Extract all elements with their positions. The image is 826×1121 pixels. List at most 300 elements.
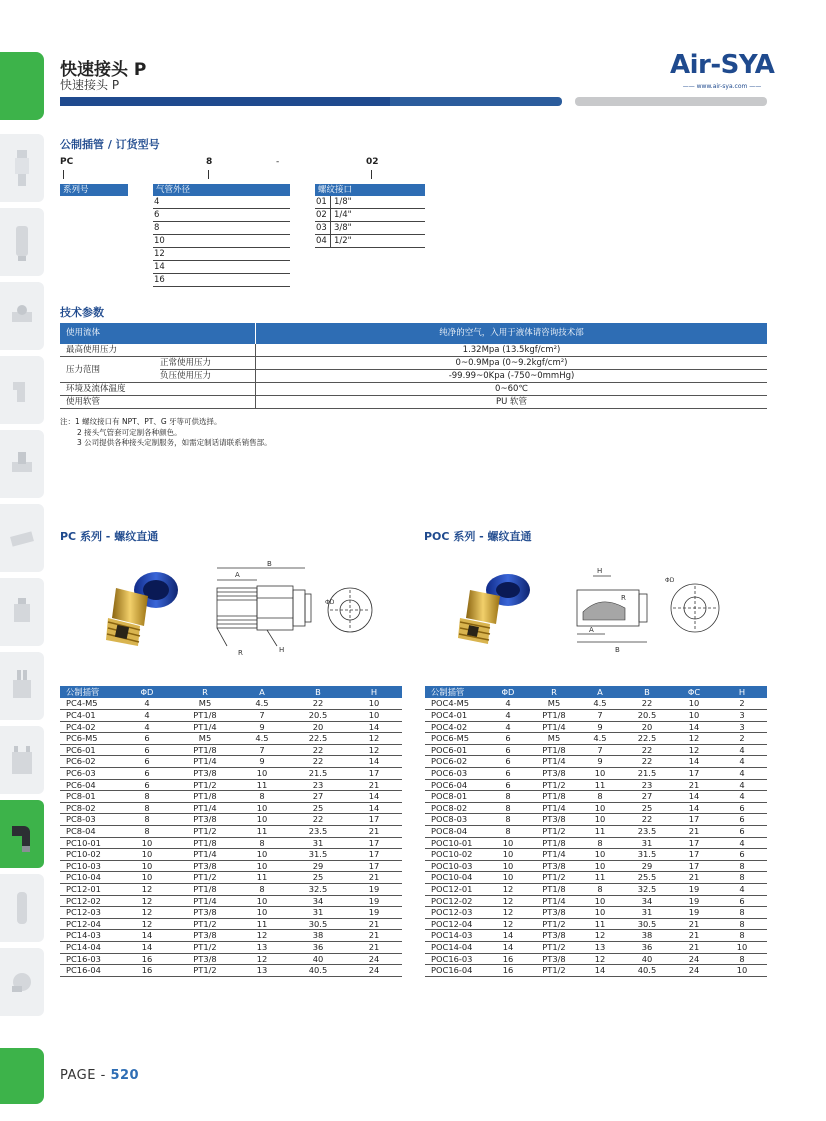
table-cell: 34 [290, 895, 346, 907]
table-cell: 27 [623, 791, 671, 803]
order-section-title: 公制插管 / 订货型号 [60, 138, 160, 151]
table-cell: 19 [671, 895, 717, 907]
table-cell: 32.5 [623, 884, 671, 896]
table-cell: PC10-03 [60, 860, 118, 872]
table-cell: 21 [346, 779, 402, 791]
table-cell: 10 [671, 710, 717, 722]
table-cell: 14 [346, 756, 402, 768]
pc-dimension-drawing [205, 560, 385, 660]
sidebar-thumb-8 [0, 652, 44, 720]
table-cell: 22.5 [623, 733, 671, 745]
bank-icon [9, 740, 35, 780]
table-cell: PC10-02 [60, 849, 118, 861]
table-cell: 38 [623, 930, 671, 942]
table-cell: 19 [671, 884, 717, 896]
table-cell: 8 [577, 884, 623, 896]
table-row [60, 953, 402, 965]
table-cell: 21.5 [290, 768, 346, 780]
sidebar-thumb-6 [0, 504, 44, 572]
chapter-tab-top [0, 52, 44, 120]
code-tick-series [63, 170, 64, 179]
note-3: 3 公司提供各种接头定制服务，如需定制话请联系销售部。 [77, 438, 272, 447]
poc-header-cell: 公制插管 [425, 686, 485, 698]
table-row [425, 710, 767, 722]
poc-label-a: A [589, 626, 594, 634]
table-cell: 9 [577, 756, 623, 768]
table-cell: 3 [717, 721, 767, 733]
table-cell: 14 [671, 756, 717, 768]
thread-code: 03 [315, 222, 331, 234]
table-cell: PT1/4 [531, 802, 577, 814]
table-row [60, 756, 402, 768]
table-cell: 8 [577, 791, 623, 803]
table-cell: POC6-04 [425, 779, 485, 791]
table-cell: 29 [623, 860, 671, 872]
table-cell: 10 [577, 814, 623, 826]
note-1: 注：1 螺纹接口有 NPT、PT、G 牙等可供选择。 [60, 417, 222, 426]
thread-item [315, 235, 425, 248]
table-cell: 6 [485, 744, 531, 756]
table-cell: 10 [717, 941, 767, 953]
table-cell: 14 [118, 941, 176, 953]
code-dash: - [276, 157, 280, 167]
table-cell: 22 [290, 698, 346, 710]
table-cell: PT3/8 [531, 953, 577, 965]
table-cell: PT1/4 [176, 756, 234, 768]
table-cell: 31 [290, 837, 346, 849]
table-cell: 13 [234, 941, 290, 953]
pc-header-cell: H [346, 686, 402, 698]
page-subtitle: 快速接头 P [60, 78, 120, 92]
table-cell: 12 [234, 953, 290, 965]
table-cell: 7 [234, 710, 290, 722]
table-cell: 31 [290, 907, 346, 919]
table-cell: 8 [118, 826, 176, 838]
quick-connector-icon [9, 814, 35, 854]
table-cell: 10 [577, 849, 623, 861]
table-cell: 12 [234, 930, 290, 942]
table-row [60, 884, 402, 896]
code-thread: 02 [366, 157, 379, 167]
table-cell: 10 [118, 872, 176, 884]
poc-table-header [425, 686, 767, 698]
table-cell: 10 [485, 837, 531, 849]
table-row [425, 826, 767, 838]
table-cell: 11 [234, 872, 290, 884]
table-cell: PC6-01 [60, 744, 118, 756]
table-row [60, 907, 402, 919]
spec-row-temp [60, 383, 767, 396]
table-cell: 6 [717, 814, 767, 826]
table-cell: 34 [623, 895, 671, 907]
spec-head-value: 纯净的空气，入用于液体请咨询技术部 [439, 328, 584, 338]
table-cell: PT1/4 [531, 895, 577, 907]
table-cell: POC12-02 [425, 895, 485, 907]
table-cell: PC6-04 [60, 779, 118, 791]
table-cell: 6 [118, 768, 176, 780]
table-cell: 6 [118, 779, 176, 791]
table-cell: PC12-01 [60, 884, 118, 896]
table-row [60, 895, 402, 907]
table-cell: 10 [346, 710, 402, 722]
header-bar-dark [60, 97, 390, 106]
table-row [425, 941, 767, 953]
table-cell: 11 [577, 872, 623, 884]
label-b: B [267, 560, 272, 568]
table-cell: PT1/8 [176, 710, 234, 722]
table-cell: 8 [234, 884, 290, 896]
table-cell: 12 [485, 895, 531, 907]
header-bar-grey [575, 97, 767, 106]
table-cell: PT1/8 [531, 744, 577, 756]
table-cell: PT1/2 [531, 965, 577, 977]
table-cell: 14 [485, 930, 531, 942]
table-cell: 8 [234, 837, 290, 849]
table-cell: PC8-02 [60, 802, 118, 814]
table-cell: 10 [485, 872, 531, 884]
table-row [60, 965, 402, 977]
table-cell: PT1/2 [531, 826, 577, 838]
table-cell: 14 [346, 721, 402, 733]
table-cell: 11 [234, 779, 290, 791]
thread-item [315, 196, 425, 209]
table-cell: 21 [346, 930, 402, 942]
label-a: A [235, 571, 240, 579]
thread-size: 1/8" [334, 197, 352, 207]
table-cell: 21 [671, 779, 717, 791]
table-cell: PT3/8 [176, 860, 234, 872]
table-cell: PC6-M5 [60, 733, 118, 745]
table-cell: 14 [346, 791, 402, 803]
table-cell: 13 [234, 965, 290, 977]
table-cell: PC6-02 [60, 756, 118, 768]
table-cell: POC10-04 [425, 872, 485, 884]
table-cell: 8 [577, 837, 623, 849]
spec-section-title: 技术参数 [60, 306, 104, 319]
table-cell: M5 [176, 698, 234, 710]
table-cell: M5 [176, 733, 234, 745]
table-cell: 22.5 [290, 733, 346, 745]
table-row [425, 895, 767, 907]
poc-header-cell: R [531, 686, 577, 698]
table-cell: 23.5 [290, 826, 346, 838]
table-row [425, 768, 767, 780]
table-row [425, 860, 767, 872]
table-cell: 8 [717, 930, 767, 942]
od-item: 8 [153, 222, 290, 235]
table-cell: PT1/8 [531, 791, 577, 803]
table-row [60, 768, 402, 780]
table-row [425, 918, 767, 930]
table-row [60, 733, 402, 745]
spec-value-normal: 0~0.9Mpa (0~9.2kgf/cm²) [256, 357, 767, 370]
table-row [60, 918, 402, 930]
table-cell: 9 [577, 721, 623, 733]
table-cell: PT1/8 [176, 791, 234, 803]
table-cell: PT3/8 [531, 768, 577, 780]
table-row [60, 941, 402, 953]
table-cell: 22 [623, 756, 671, 768]
tee-icon [9, 444, 35, 484]
table-cell: 21 [671, 918, 717, 930]
table-cell: 19 [346, 895, 402, 907]
table-cell: POC12-01 [425, 884, 485, 896]
sidebar-thumb-5 [0, 430, 44, 498]
spec-sublabels [160, 357, 256, 382]
table-cell: 11 [577, 918, 623, 930]
table-cell: PT1/4 [531, 849, 577, 861]
table-cell: PC14-03 [60, 930, 118, 942]
table-row [60, 744, 402, 756]
poc-dimension-drawing [565, 560, 745, 660]
table-cell: 10 [577, 907, 623, 919]
sidebar-thumb-2 [0, 208, 44, 276]
table-cell: 10 [118, 837, 176, 849]
od-item: 10 [153, 235, 290, 248]
table-cell: PT1/4 [176, 849, 234, 861]
spec-value: 1.32Mpa (13.5kgf/cm²) [462, 345, 561, 355]
table-cell: M5 [531, 733, 577, 745]
table-cell: 12 [118, 907, 176, 919]
table-cell: 8 [485, 791, 531, 803]
thread-code: 04 [315, 235, 331, 247]
table-row [60, 710, 402, 722]
table-cell: 22 [623, 744, 671, 756]
page-number [60, 1068, 139, 1083]
table-cell: 11 [234, 826, 290, 838]
pc-header-cell: 公制插管 [60, 686, 118, 698]
table-cell: 12 [671, 744, 717, 756]
table-cell: 10 [118, 849, 176, 861]
spec-label: 压力范围 [66, 365, 101, 375]
table-cell: POC6-M5 [425, 733, 485, 745]
table-cell: 24 [346, 953, 402, 965]
table-row [425, 721, 767, 733]
table-cell: PC16-04 [60, 965, 118, 977]
table-cell: PT1/8 [176, 884, 234, 896]
table-cell: 4 [717, 791, 767, 803]
table-cell: 10 [234, 895, 290, 907]
table-cell: PT3/8 [531, 860, 577, 872]
table-cell: 10 [577, 768, 623, 780]
multi-fitting-icon [9, 666, 35, 706]
table-cell: 20.5 [623, 710, 671, 722]
table-cell: PT3/8 [531, 814, 577, 826]
table-cell: PT1/2 [176, 965, 234, 977]
spec-table [60, 323, 767, 409]
label-r: R [238, 649, 243, 657]
table-cell: PC14-04 [60, 941, 118, 953]
table-row [425, 837, 767, 849]
table-cell: 8 [485, 826, 531, 838]
poc-product-photo [440, 560, 540, 660]
table-cell: 4 [717, 768, 767, 780]
table-cell: 12 [485, 907, 531, 919]
thread-list [315, 184, 425, 248]
table-cell: 8 [118, 791, 176, 803]
table-cell: 10 [485, 849, 531, 861]
table-cell: 10 [671, 698, 717, 710]
table-cell: 8 [717, 872, 767, 884]
table-cell: 23.5 [623, 826, 671, 838]
table-cell: 8 [485, 802, 531, 814]
table-cell: 8 [717, 860, 767, 872]
table-cell: 6 [717, 895, 767, 907]
thread-size: 3/8" [334, 223, 352, 233]
table-cell: 17 [346, 860, 402, 872]
table-cell: 17 [671, 768, 717, 780]
table-cell: 31.5 [623, 849, 671, 861]
thread-code: 01 [315, 196, 331, 208]
table-cell: PT1/2 [531, 918, 577, 930]
table-cell: 21 [346, 941, 402, 953]
spec-value-negative: -99.99~0Kpa (-750~0mmHg) [448, 371, 575, 381]
table-cell: 21.5 [623, 768, 671, 780]
table-row [60, 802, 402, 814]
manifold-icon [9, 592, 35, 632]
poc-label-h: H [597, 567, 603, 575]
table-cell: 16 [118, 953, 176, 965]
table-cell: PC8-01 [60, 791, 118, 803]
table-cell: 4.5 [234, 698, 290, 710]
table-cell: POC8-01 [425, 791, 485, 803]
table-cell: 17 [671, 814, 717, 826]
table-row [60, 860, 402, 872]
table-cell: POC6-03 [425, 768, 485, 780]
pc-header-cell: ΦD [118, 686, 176, 698]
table-cell: 10 [717, 965, 767, 977]
table-cell: 19 [346, 884, 402, 896]
table-cell: 6 [717, 802, 767, 814]
table-cell: 4.5 [234, 733, 290, 745]
table-cell: PT1/2 [531, 872, 577, 884]
table-cell: PT1/4 [531, 721, 577, 733]
table-cell: 40.5 [290, 965, 346, 977]
table-cell: 6 [485, 733, 531, 745]
table-cell: 13 [577, 941, 623, 953]
table-cell: PT1/4 [531, 756, 577, 768]
pc-product-photo [86, 560, 186, 660]
code-series: PC [60, 157, 74, 167]
table-cell: 40 [623, 953, 671, 965]
table-cell: POC16-04 [425, 965, 485, 977]
table-cell: 6 [485, 768, 531, 780]
table-cell: 4 [118, 710, 176, 722]
table-cell: POC10-02 [425, 849, 485, 861]
cross-icon [9, 518, 35, 558]
table-cell: PT1/2 [176, 941, 234, 953]
table-cell: 14 [671, 721, 717, 733]
table-cell: 20 [623, 721, 671, 733]
table-cell: 16 [485, 965, 531, 977]
table-cell: PT1/2 [176, 779, 234, 791]
spec-sublabel-normal: 正常使用压力 [160, 357, 255, 370]
table-row [425, 849, 767, 861]
table-cell: POC12-03 [425, 907, 485, 919]
table-cell: PC12-02 [60, 895, 118, 907]
table-row [425, 756, 767, 768]
table-cell: PT3/8 [531, 907, 577, 919]
notes [60, 417, 272, 449]
table-cell: PT3/8 [531, 930, 577, 942]
pc-header-cell: A [234, 686, 290, 698]
table-row [60, 872, 402, 884]
valve-icon [9, 296, 35, 336]
od-item: 6 [153, 209, 290, 222]
sidebar-thumb-4 [0, 356, 44, 424]
table-cell: 21 [346, 872, 402, 884]
table-cell: POC6-01 [425, 744, 485, 756]
pc-header-cell: B [290, 686, 346, 698]
table-row [60, 779, 402, 791]
table-row [425, 779, 767, 791]
table-cell: 14 [671, 791, 717, 803]
table-row [425, 872, 767, 884]
table-cell: 30.5 [623, 918, 671, 930]
code-tick-thread [371, 170, 372, 179]
poc-header-cell: ΦD [485, 686, 531, 698]
table-row [425, 907, 767, 919]
table-cell: PC4-01 [60, 710, 118, 722]
table-cell: PC10-04 [60, 872, 118, 884]
table-cell: PT1/8 [176, 744, 234, 756]
table-cell: PT3/8 [176, 930, 234, 942]
table-row [60, 791, 402, 803]
spec-value: PU 软管 [495, 397, 528, 407]
table-cell: 10 [577, 802, 623, 814]
table-cell: POC4-02 [425, 721, 485, 733]
table-cell: 19 [671, 907, 717, 919]
table-cell: 4 [717, 744, 767, 756]
spec-label: 环境及流体温度 [60, 383, 256, 395]
table-cell: PT1/8 [531, 837, 577, 849]
swivel-icon [9, 962, 35, 1002]
spec-subvalues [256, 357, 767, 382]
table-row [425, 953, 767, 965]
pc-table-header [60, 686, 402, 698]
table-cell: PC4-02 [60, 721, 118, 733]
table-cell: PT1/2 [531, 941, 577, 953]
table-row [425, 698, 767, 710]
table-cell: POC10-01 [425, 837, 485, 849]
table-cell: 6 [118, 744, 176, 756]
table-cell: PC6-03 [60, 768, 118, 780]
table-cell: 10 [577, 860, 623, 872]
code-tick-od [208, 170, 209, 179]
sidebar-thumb-7 [0, 578, 44, 646]
table-row [60, 826, 402, 838]
table-cell: 4 [717, 837, 767, 849]
sidebar-thumb-3 [0, 282, 44, 350]
table-cell: PT1/8 [531, 710, 577, 722]
table-cell: 14 [485, 941, 531, 953]
table-cell: 6 [485, 756, 531, 768]
poc-header-cell: ΦC [671, 686, 717, 698]
table-cell: 14 [577, 965, 623, 977]
poc-label-b: B [615, 646, 620, 654]
table-cell: PT1/4 [176, 802, 234, 814]
poc-label-phid: ΦD [665, 577, 675, 584]
poc-label-r: R [621, 594, 626, 602]
table-cell: 19 [346, 907, 402, 919]
table-cell: 36 [623, 941, 671, 953]
table-cell: 22 [290, 744, 346, 756]
thread-item [315, 222, 425, 235]
table-cell: POC4-01 [425, 710, 485, 722]
table-cell: POC6-02 [425, 756, 485, 768]
table-cell: PC12-04 [60, 918, 118, 930]
table-cell: 22 [290, 756, 346, 768]
